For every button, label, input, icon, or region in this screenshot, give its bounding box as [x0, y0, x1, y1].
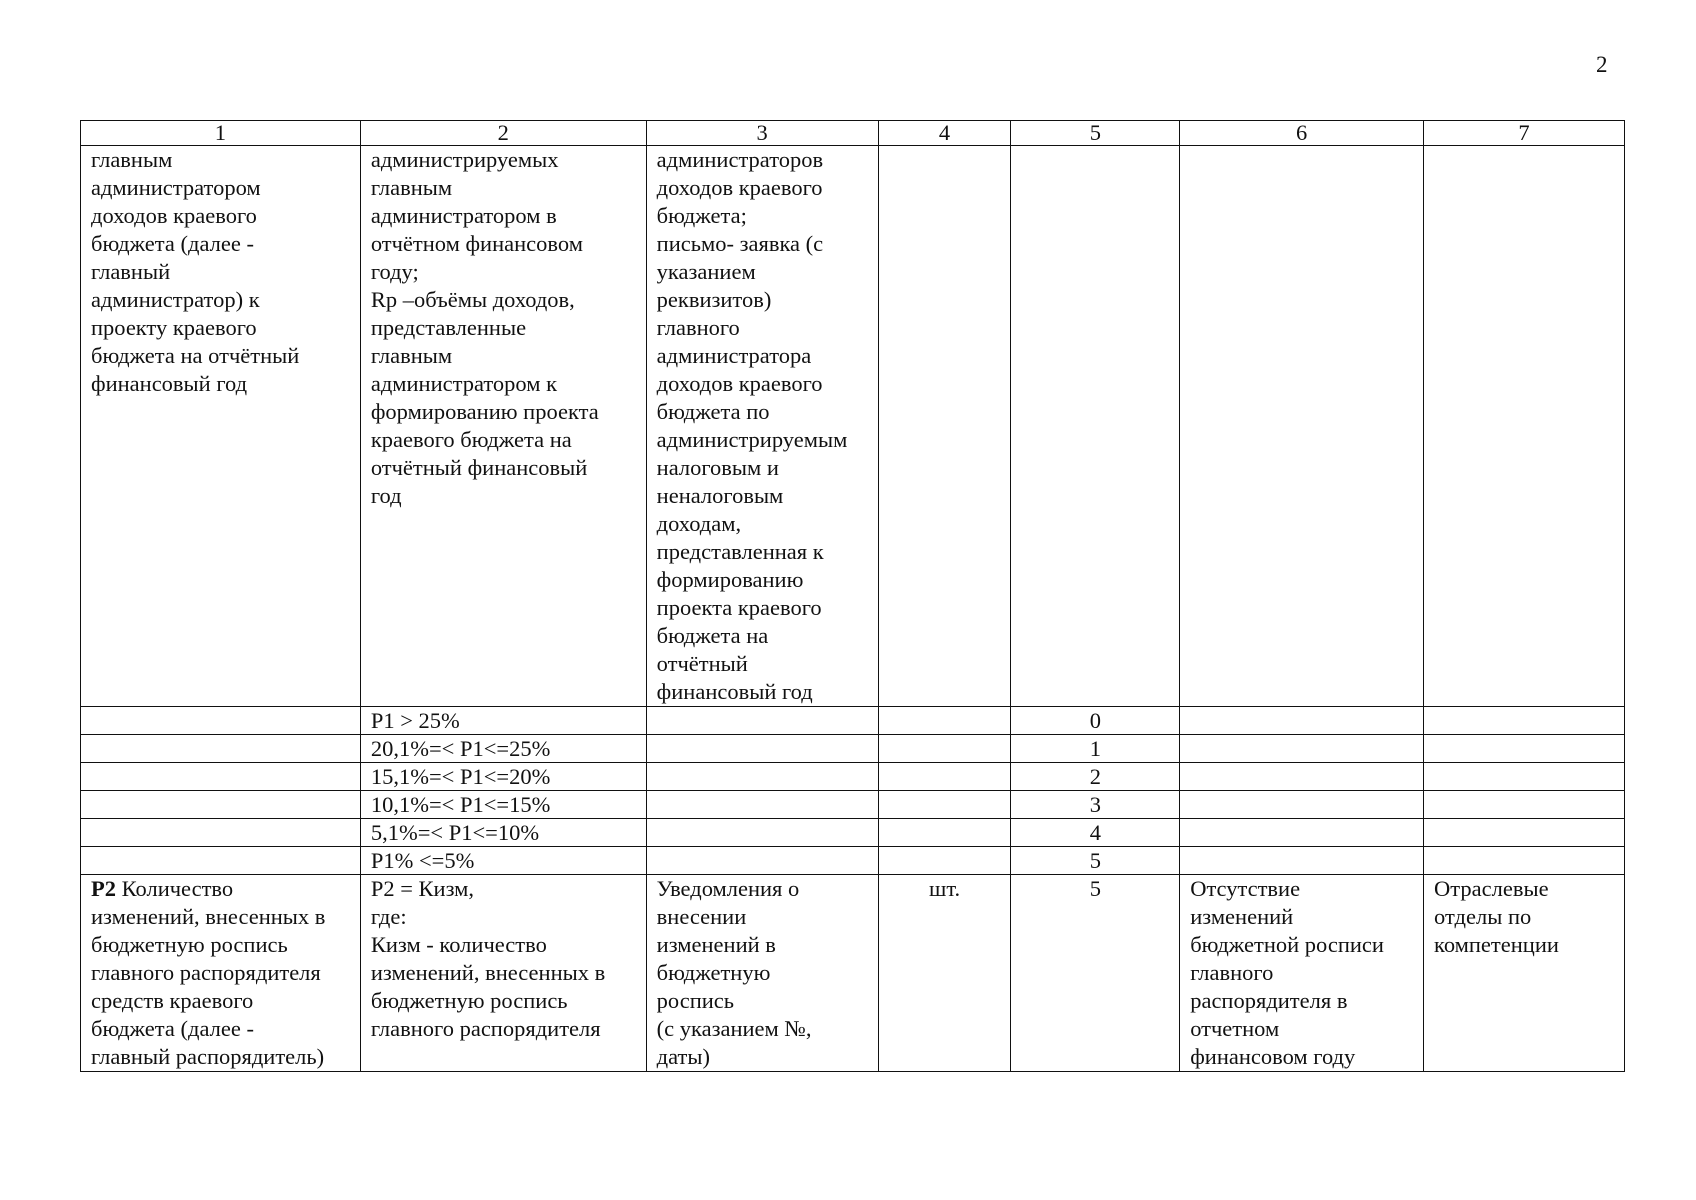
p2-description: Отсутствие изменений бюджетной росписи главного распорядителя в отчетном финансовом году: [1180, 875, 1424, 1072]
p1-score: [1011, 146, 1180, 707]
indicator-table: [80, 120, 1625, 1072]
p2-source: Уведомления о внесении изменений в бюджетную роспись (с указанием №, даты): [646, 875, 878, 1072]
header-row: [81, 121, 1625, 146]
p1-description: [1180, 146, 1424, 707]
p1-source: администраторов доходов краевого бюджета; письмо- заявка (с указанием реквизитов) главного администратора доходов краевого бюджета по администрируемым налоговым и неналоговым доходам, представленная к формированию проекта краевого бюджета на отчётный финансовый год: [646, 146, 878, 707]
criteria-score: 3: [1011, 791, 1180, 819]
p2-indicator-name: P2 Количество изменений, внесенных в бюджетную роспись главного распорядителя средств краевого бюджета (далее - главный распорядитель): [81, 875, 361, 1072]
criteria-row: P1% <=5% 5: [81, 847, 1625, 875]
header-col-3: 3: [646, 121, 878, 146]
p1-continuation-row: [81, 146, 1625, 707]
criteria-score: 2: [1011, 763, 1180, 791]
header-col-6: 6: [1180, 121, 1424, 146]
criteria-score: 1: [1011, 735, 1180, 763]
p1-formula: администрируемых главным администратором в отчётном финансовом году; Rp –объёмы доходов, представленные главным администратором к формированию проекта краевого бюджета на отчётный финансовый год: [360, 146, 646, 707]
header-col-1: 1: [81, 121, 361, 146]
header-col-4: 4: [878, 121, 1011, 146]
criteria-score: 4: [1011, 819, 1180, 847]
p1-responsible: [1424, 146, 1625, 707]
p2-score: 5: [1011, 875, 1180, 1072]
header-col-2: 2: [360, 121, 646, 146]
p2-row: [81, 875, 1625, 1072]
p2-responsible: Отраслевые отделы по компетенции: [1424, 875, 1625, 1072]
p2-unit: шт.: [878, 875, 1011, 1072]
criteria-row: 20,1%=< P1<=25% 1: [81, 735, 1625, 763]
criteria-row: 10,1%=< P1<=15% 3: [81, 791, 1625, 819]
p2-formula: P2 = Кизм, где: Кизм - количество изменений, внесенных в бюджетную роспись главного распорядителя: [360, 875, 646, 1072]
criteria-score: 5: [1011, 847, 1180, 875]
header-col-7: 7: [1424, 121, 1625, 146]
criteria-row: 15,1%=< P1<=20% 2: [81, 763, 1625, 791]
criteria-row: 5,1%=< P1<=10% 4: [81, 819, 1625, 847]
criteria-row: P1 > 25% 0: [81, 707, 1625, 735]
criteria-score: 0: [1011, 707, 1180, 735]
p2-code: P2: [91, 876, 116, 901]
header-col-5: 5: [1011, 121, 1180, 146]
p1-unit: [878, 146, 1011, 707]
p1-indicator-name: главным администратором доходов краевого бюджета (далее - главный администратор) к проекту краевого бюджета на отчётный финансовый год: [81, 146, 361, 707]
page-number: 2: [1596, 52, 1608, 77]
